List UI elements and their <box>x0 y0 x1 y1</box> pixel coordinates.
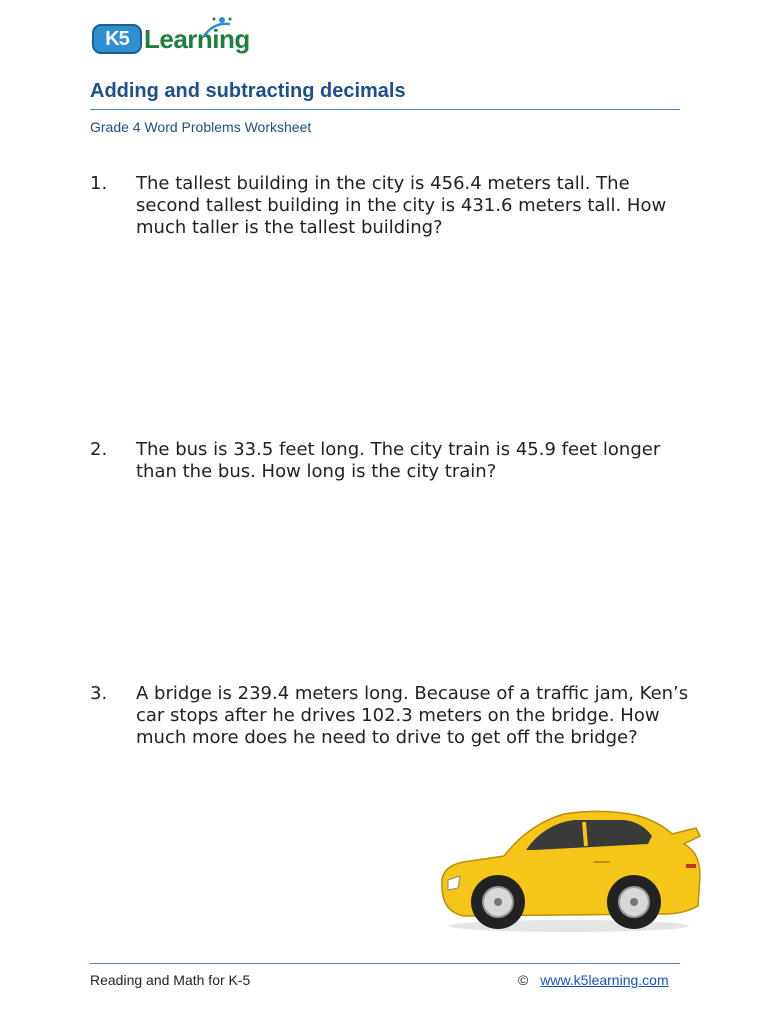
problem-text: The tallest building in the city is 456.4 meters tall. The second tallest building in the city is 431.6 meters tall. How much taller is the tallest building? <box>136 173 667 238</box>
footer-copyright <box>518 972 669 988</box>
website-link[interactable]: www.k5learning.com <box>540 972 669 988</box>
worksheet-subtitle: Grade 4 Word Problems Worksheet <box>90 119 312 135</box>
car-icon <box>434 806 704 936</box>
copyright-symbol: © <box>518 972 529 988</box>
logo-wordmark: Learning <box>144 24 250 54</box>
problem-text: A bridge is 239.4 meters long. Because of a traffic jam, Ken’s car stops after he drives 102.3 meters on the bridge. How much more does he need to drive to get off the bridge? <box>136 683 689 748</box>
problem-number: 1. <box>90 173 108 194</box>
k5-learning-logo <box>92 16 262 62</box>
problem-text: The bus is 33.5 feet long. The city train is 45.9 feet longer than the bus. How long is the city train? <box>136 439 661 482</box>
logo-figure-icon <box>200 16 234 38</box>
problem-number: 2. <box>90 439 108 460</box>
logo-badge: K5 <box>92 24 142 54</box>
footer-tagline: Reading and Math for K-5 <box>90 972 251 988</box>
header-divider <box>90 109 680 110</box>
page-title: Adding and subtracting decimals <box>90 80 406 102</box>
problem-number: 3. <box>90 683 108 704</box>
footer-divider <box>90 963 680 964</box>
